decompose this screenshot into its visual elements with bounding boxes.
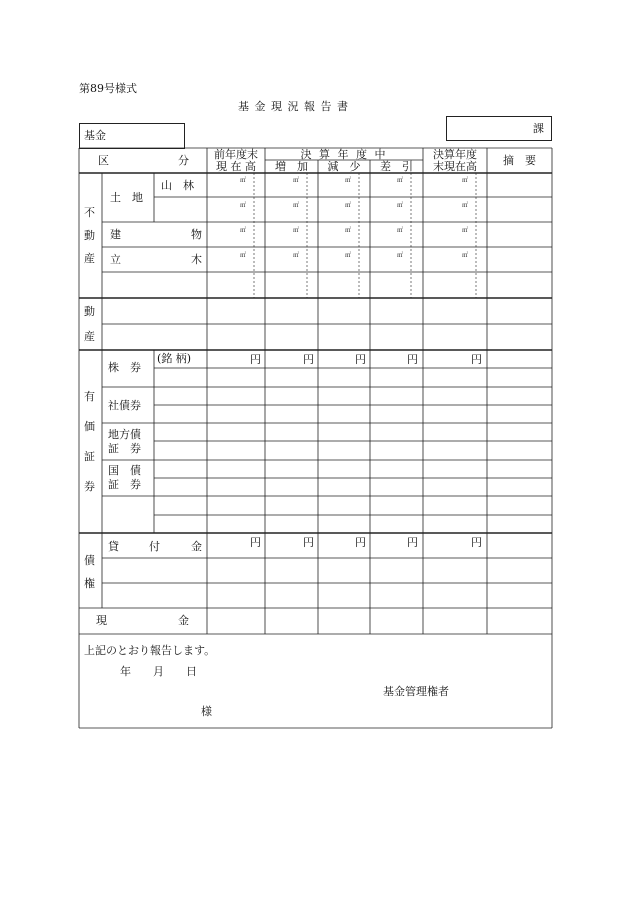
header-previous-year-bottom: 現 在 高 [216, 160, 256, 173]
unit-sqm: ㎡ [240, 252, 247, 259]
fund-label: 基金 [84, 129, 106, 142]
unit-sqm: ㎡ [293, 227, 300, 234]
unit-yen: 円 [407, 353, 418, 366]
unit-sqm: ㎡ [462, 252, 469, 259]
securities-label-1: 有 [84, 390, 95, 403]
unit-sqm: ㎡ [397, 177, 404, 184]
building-label-left: 建 [110, 228, 121, 241]
unit-sqm: ㎡ [462, 202, 469, 209]
header-settlement-end-bottom: 末現在高 [433, 160, 477, 173]
unit-yen: 円 [250, 536, 261, 549]
manager-label: 基金管理権者 [383, 685, 449, 698]
claims-label-2: 権 [84, 577, 95, 590]
unit-yen: 円 [471, 536, 482, 549]
local-bonds-label-2: 証 券 [108, 442, 141, 455]
unit-sqm: ㎡ [345, 227, 352, 234]
unit-sqm: ㎡ [462, 227, 469, 234]
securities-label-4: 券 [84, 480, 95, 493]
unit-sqm: ㎡ [345, 177, 352, 184]
unit-sqm: ㎡ [462, 177, 469, 184]
unit-sqm: ㎡ [397, 252, 404, 259]
unit-sqm: ㎡ [397, 227, 404, 234]
forest-label: 山 林 [161, 179, 194, 192]
national-bonds-label-1: 国 債 [108, 464, 141, 477]
real-estate-label-3: 産 [84, 252, 95, 265]
stocks-label: 株 券 [108, 361, 141, 374]
page-title: 基 金 現 況 報 告 書 [238, 100, 349, 113]
local-bonds-label-1: 地方債 [108, 428, 141, 441]
loans-label-2: 付 [149, 540, 160, 553]
claims-label-1: 債 [84, 554, 95, 567]
header-increase: 増 加 [275, 160, 308, 173]
header-category-right: 分 [178, 154, 189, 167]
unit-yen: 円 [250, 353, 261, 366]
loans-label-1: 貸 [108, 540, 119, 553]
cash-label-right: 金 [178, 614, 189, 627]
unit-sqm: ㎡ [345, 252, 352, 259]
unit-sqm: ㎡ [293, 177, 300, 184]
brand-label: (銘 柄) [157, 352, 192, 365]
unit-sqm: ㎡ [345, 202, 352, 209]
date-line[interactable]: 年 月 日 [120, 665, 197, 678]
unit-yen: 円 [303, 353, 314, 366]
national-bonds-label-2: 証 券 [108, 478, 141, 491]
unit-sqm: ㎡ [293, 252, 300, 259]
unit-yen: 円 [355, 353, 366, 366]
header-remarks: 摘 要 [503, 154, 536, 167]
movable-label-2: 産 [84, 330, 95, 343]
land-label: 土 地 [110, 191, 143, 204]
header-settlement-mid: 決 算 年 度 中 [300, 148, 388, 161]
corporate-bonds-label: 社債券 [108, 399, 141, 412]
trees-label-right: 木 [191, 253, 202, 266]
securities-label-2: 価 [84, 420, 95, 433]
building-label-right: 物 [191, 228, 202, 241]
addressee-suffix: 様 [201, 705, 212, 718]
trees-label-left: 立 [110, 253, 121, 266]
loans-label-3: 金 [191, 540, 202, 553]
form-number: 第89号様式 [79, 82, 137, 95]
cash-label-left: 現 [96, 614, 107, 627]
real-estate-label-1: 不 [84, 206, 95, 219]
header-previous-year-top: 前年度末 [214, 148, 258, 161]
unit-yen: 円 [303, 536, 314, 549]
header-settlement-end-top: 決算年度 [433, 148, 477, 161]
report-statement: 上記のとおり報告します。 [84, 644, 216, 657]
movable-label-1: 動 [84, 305, 95, 318]
securities-label-3: 証 [84, 450, 95, 463]
unit-sqm: ㎡ [397, 202, 404, 209]
unit-sqm: ㎡ [240, 177, 247, 184]
header-category-left: 区 [98, 154, 109, 167]
unit-sqm: ㎡ [240, 227, 247, 234]
real-estate-label-2: 動 [84, 229, 95, 242]
unit-yen: 円 [355, 536, 366, 549]
unit-sqm: ㎡ [293, 202, 300, 209]
unit-sqm: ㎡ [240, 202, 247, 209]
header-decrease: 減 少 [327, 160, 361, 173]
department-suffix: 課 [533, 122, 544, 135]
header-difference: 差 引 [380, 160, 413, 173]
unit-yen: 円 [407, 536, 418, 549]
unit-yen: 円 [471, 353, 482, 366]
